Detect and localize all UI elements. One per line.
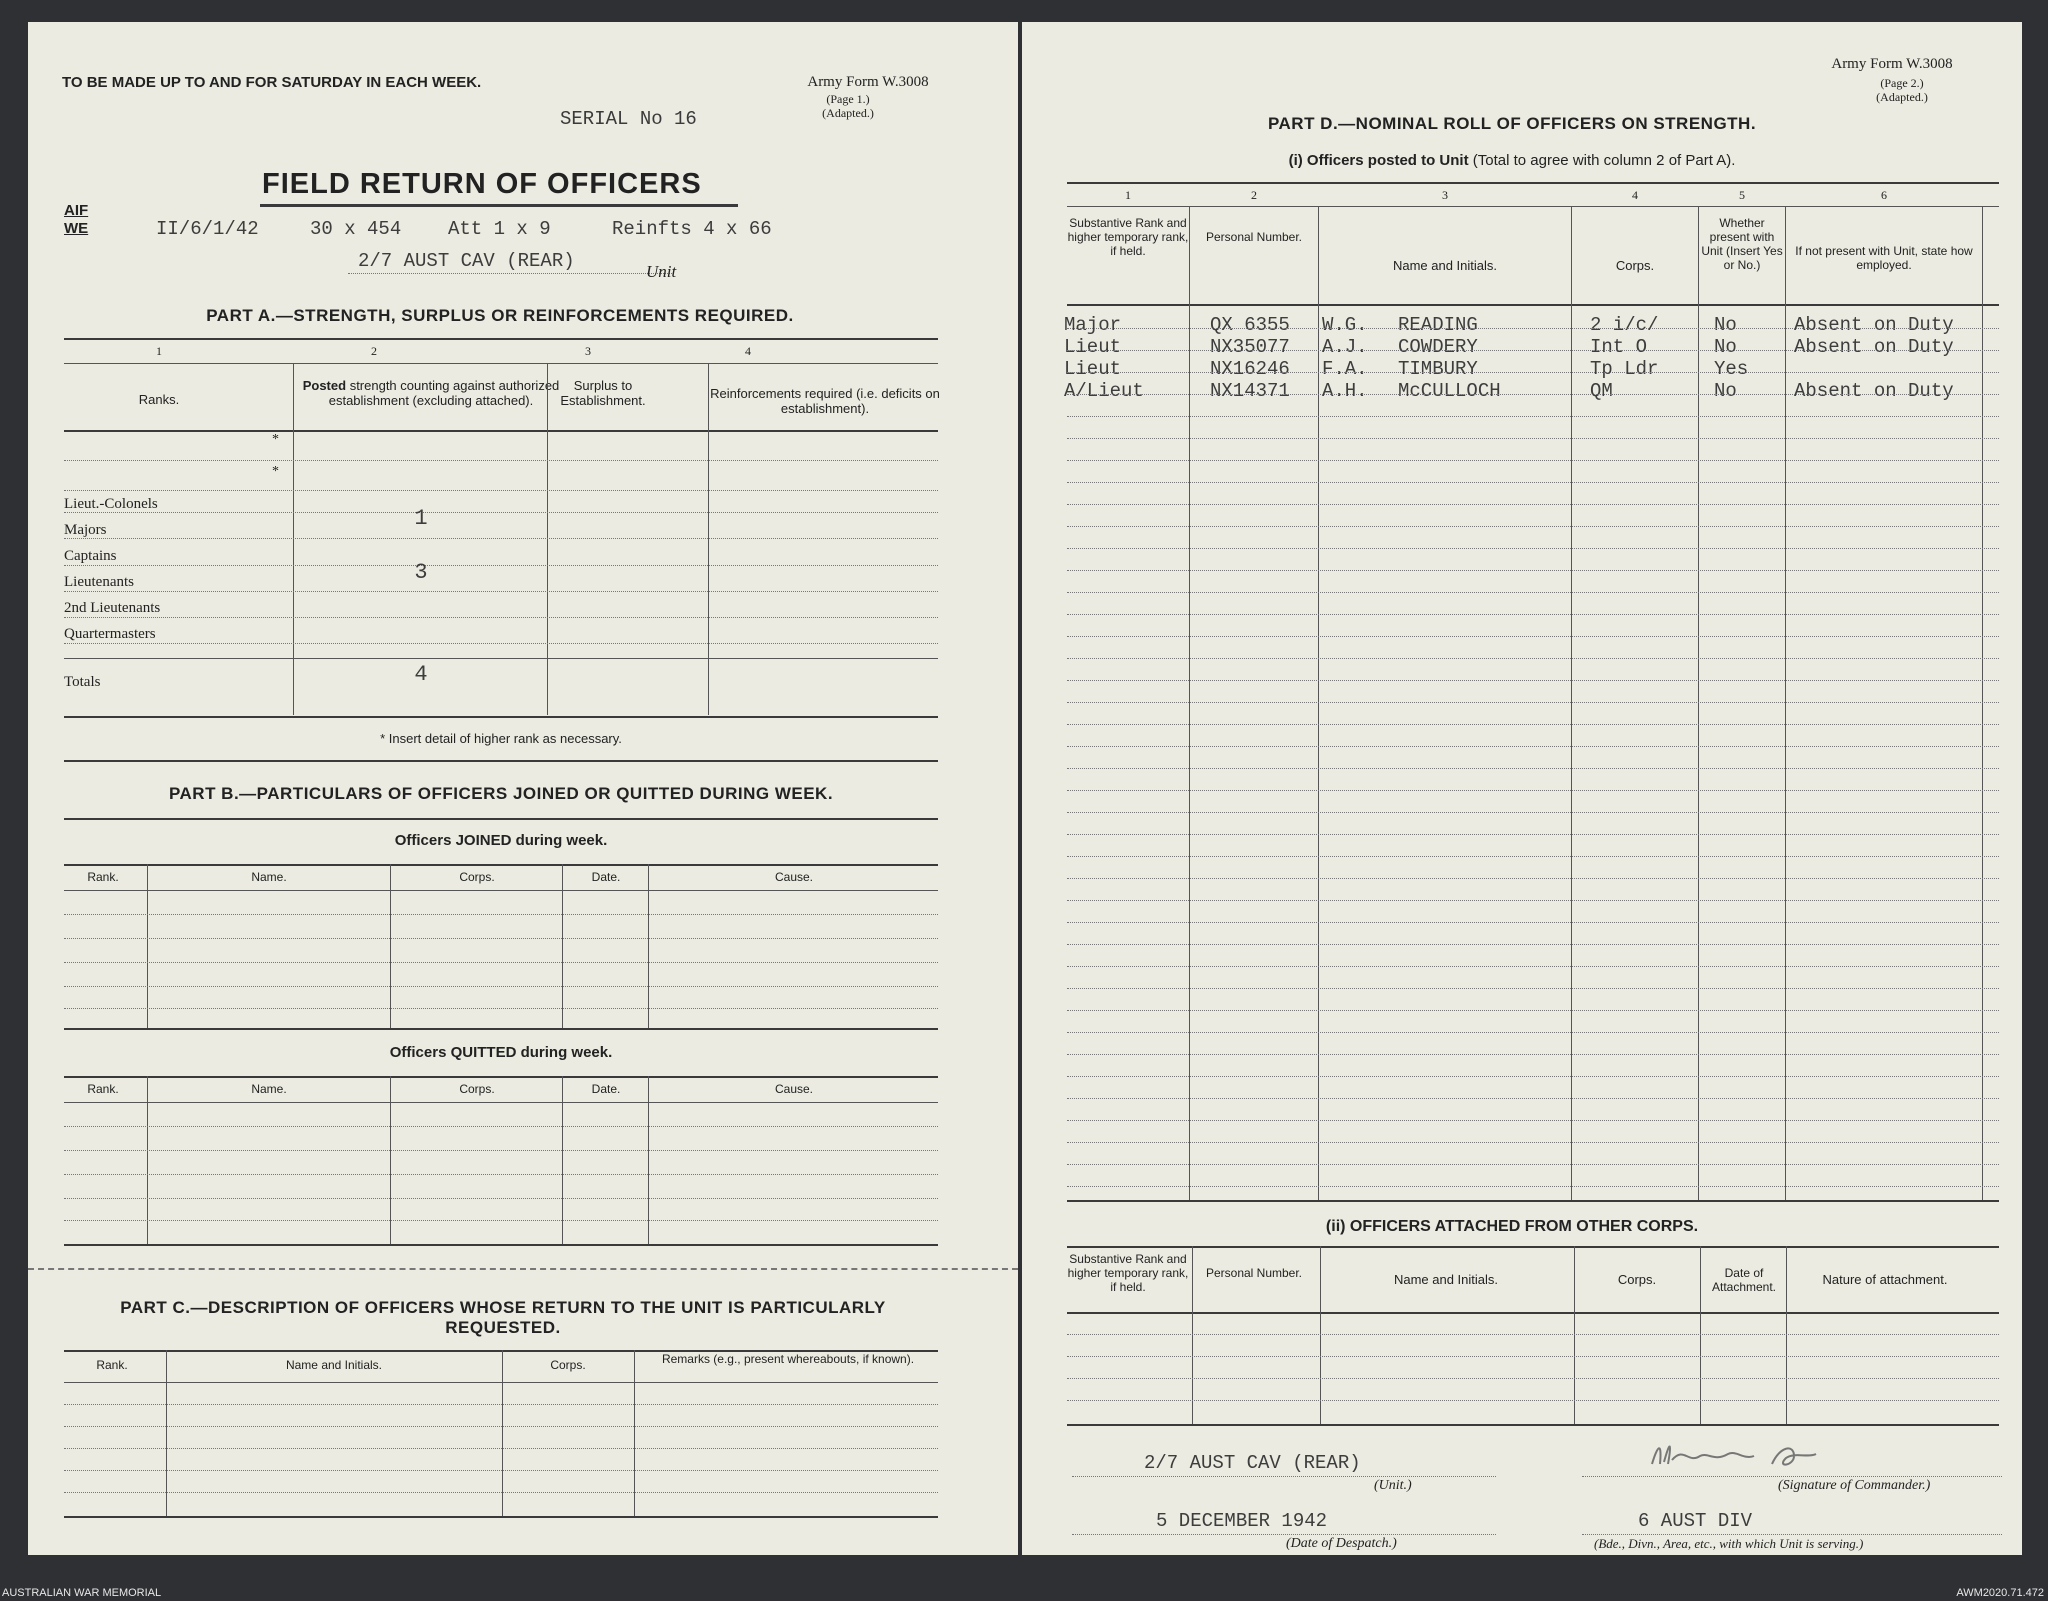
- part-d-header-name: Name and Initials.: [1392, 258, 1498, 273]
- roll-name: McCULLOCH: [1398, 380, 1501, 402]
- army-form-label: Army Form W.3008: [807, 74, 929, 90]
- part-d-dotted-row: [1067, 636, 1999, 637]
- roll-name: COWDERY: [1398, 336, 1478, 358]
- part-d-dotted-row: [1067, 372, 1999, 373]
- part-c-dot-5: [64, 1492, 938, 1493]
- part-d-ii-dot-3: [1067, 1378, 1999, 1379]
- part-d-dotted-row: [1067, 548, 1999, 549]
- part-d-dotted-row: [1067, 1120, 1999, 1121]
- attached-strength: Att 1 x 9: [448, 218, 551, 240]
- roll-rank: A/Lieut: [1064, 380, 1144, 402]
- part-d-dotted-row: [1067, 1098, 1999, 1099]
- part-d-dotted-row: [1067, 856, 1999, 857]
- roll-present: Yes: [1714, 358, 1749, 380]
- posted-bold: Posted: [302, 378, 347, 393]
- joined-dot-3: [64, 962, 938, 963]
- roll-corps: Tp Ldr: [1590, 358, 1659, 380]
- part-a-header-reinforcements: Reinforcements required (i.e. deficits on establishment).: [710, 386, 940, 416]
- signoff-unit: 2/7 AUST CAV (REAR): [1144, 1452, 1361, 1474]
- signature-label: (Signature of Commander.): [1778, 1478, 1931, 1493]
- part-a-v3: [708, 363, 709, 715]
- part-d-dotted-row: [1067, 460, 1999, 461]
- joined-dot-1: [64, 914, 938, 915]
- part-d-dotted-row: [1067, 900, 1999, 901]
- part-a-bottom-rule: [64, 716, 938, 718]
- part-d-dotted-row: [1067, 1010, 1999, 1011]
- signoff-date-line: [1072, 1534, 1496, 1535]
- we-code: II/6/1/42: [156, 218, 259, 240]
- part-a-num-rule: [64, 363, 938, 364]
- part-d-header-corps: Corps.: [1615, 258, 1655, 273]
- signoff-division-line: [1582, 1534, 2002, 1535]
- part-d-dotted-row: [1067, 702, 1999, 703]
- part-c-dot-3: [64, 1448, 938, 1449]
- part-d-dotted-row: [1067, 1032, 1999, 1033]
- page-number: (Page 1.): [826, 92, 870, 106]
- part-d-ii-v1: [1192, 1246, 1193, 1424]
- part-a-col-num-2: 2: [371, 344, 377, 358]
- part-a-dot-4: [64, 538, 938, 539]
- part-a-header-surplus: Surplus to Establishment.: [560, 378, 646, 408]
- part-b-title-rule: [64, 818, 938, 820]
- part-c-col-name: Name and Initials.: [285, 1358, 383, 1372]
- part-d-col-num-2: 2: [1251, 188, 1257, 202]
- quitted-bottom-rule: [64, 1244, 938, 1246]
- part-d-dotted-row: [1067, 1142, 1999, 1143]
- joined-v1: [147, 864, 148, 1028]
- part-c-bottom-rule: [64, 1516, 938, 1518]
- quitted-dot-3: [64, 1174, 938, 1175]
- joined-bottom-rule: [64, 1028, 938, 1030]
- reinforcements-strength: Reinfts 4 x 66: [612, 218, 772, 240]
- quitted-v2: [390, 1076, 391, 1244]
- part-d-header-number: Personal Number.: [1205, 230, 1303, 244]
- joined-dot-4: [64, 986, 938, 987]
- quitted-col-name: Name.: [251, 1082, 287, 1096]
- page-number-right: (Page 2.): [1880, 76, 1924, 90]
- part-c-title-line2: REQUESTED.: [445, 1318, 561, 1337]
- part-a-totals-rule: [64, 658, 938, 659]
- joined-top-rule: [64, 864, 938, 866]
- part-d-dotted-row: [1067, 768, 1999, 769]
- aif-stamp: AIF: [64, 202, 89, 219]
- part-d-dotted-row: [1067, 416, 1999, 417]
- signoff-date-label: (Date of Despatch.): [1286, 1536, 1397, 1551]
- part-a-dot-8: [64, 643, 938, 644]
- unit-label: Unit: [646, 262, 677, 281]
- quitted-title: Officers QUITTED during week.: [389, 1044, 613, 1061]
- part-d-ii-v2: [1320, 1246, 1321, 1424]
- joined-header-rule: [64, 890, 938, 891]
- tear-line: [28, 1268, 1018, 1270]
- part-d-dotted-row: [1067, 328, 1999, 329]
- commander-signature: [1644, 1434, 1834, 1480]
- posted-rest: strength counting against authorized establishment (excluding attached).: [328, 378, 560, 408]
- roll-corps: QM: [1590, 380, 1613, 402]
- rank-majors: Majors: [64, 522, 107, 538]
- part-d-v4: [1698, 206, 1699, 1200]
- left-page: [28, 22, 1018, 1555]
- part-d-v3: [1571, 206, 1572, 1200]
- part-d-col-num-1: 1: [1125, 188, 1131, 202]
- part-d-dotted-row: [1067, 834, 1999, 835]
- part-d-col-num-5: 5: [1739, 188, 1745, 202]
- part-d-dotted-row: [1067, 944, 1999, 945]
- roll-number: NX35077: [1210, 336, 1290, 358]
- signoff-unit-label: (Unit.): [1374, 1478, 1412, 1493]
- roll-number: QX 6355: [1210, 314, 1290, 336]
- part-d-num-rule: [1067, 206, 1999, 207]
- part-a-col-num-3: 3: [585, 344, 591, 358]
- joined-v4: [648, 864, 649, 1028]
- roll-employed: Absent on Duty: [1794, 380, 1954, 402]
- quitted-v3: [562, 1076, 563, 1244]
- part-d-dotted-row: [1067, 878, 1999, 879]
- part-d-ii-dot-1: [1067, 1334, 1999, 1335]
- part-a-header-rule: [64, 430, 938, 432]
- part-d-sub-i-rest: (Total to agree with column 2 of Part A).: [1472, 152, 1736, 169]
- signoff-division: 6 AUST DIV: [1638, 1510, 1753, 1532]
- roll-name: READING: [1398, 314, 1478, 336]
- part-b-top-rule: [64, 760, 938, 762]
- signature-line: [1582, 1476, 2002, 1477]
- part-d-dotted-row: [1067, 394, 1999, 395]
- joined-v3: [562, 864, 563, 1028]
- form-title: FIELD RETURN OF OFFICERS: [262, 168, 702, 200]
- quitted-col-rank: Rank.: [87, 1082, 119, 1096]
- part-a-footnote: * Insert detail of higher rank as necessary.: [380, 731, 622, 746]
- quitted-dot-1: [64, 1126, 938, 1127]
- part-d-dotted-row: [1067, 570, 1999, 571]
- part-a-col-num-1: 1: [156, 344, 162, 358]
- part-a-dot-7: [64, 617, 938, 618]
- adapted-label: (Adapted.): [822, 106, 874, 120]
- part-a-header-ranks: Ranks.: [138, 392, 180, 407]
- part-d-header-present: Whether present with Unit (Insert Yes or No.): [1701, 216, 1783, 272]
- part-d-dotted-row: [1067, 482, 1999, 483]
- roll-present: No: [1714, 336, 1737, 358]
- part-d-dotted-row: [1067, 966, 1999, 967]
- part-a-col-num-4: 4: [745, 344, 751, 358]
- asterisk-2: *: [272, 464, 279, 479]
- roll-initials: W.G.: [1322, 314, 1368, 336]
- part-d-dotted-row: [1067, 812, 1999, 813]
- part-d-v5: [1785, 206, 1786, 1200]
- quitted-top-rule: [64, 1076, 938, 1078]
- part-d-col-num-4: 4: [1632, 188, 1638, 202]
- quitted-dot-2: [64, 1150, 938, 1151]
- unit-line: [348, 273, 674, 274]
- part-d-dotted-row: [1067, 350, 1999, 351]
- rank-quartermasters: Quartermasters: [64, 626, 156, 642]
- part-d-col-num-3: 3: [1442, 188, 1448, 202]
- part-d-dotted-row: [1067, 504, 1999, 505]
- part-d-ii-header-rank: Substantive Rank and higher temporary rank, if held.: [1067, 1252, 1189, 1294]
- part-c-title-line1: PART C.—DESCRIPTION OF OFFICERS WHOSE RETURN TO THE UNIT IS PARTICULARLY: [120, 1298, 886, 1317]
- part-d-dotted-row: [1067, 658, 1999, 659]
- joined-col-date: Date.: [591, 870, 621, 884]
- part-d-ii-header-date: Date of Attachment.: [1711, 1266, 1777, 1294]
- rank-lieut-colonels: Lieut.-Colonels: [64, 496, 158, 512]
- part-d-v1: [1189, 206, 1190, 1200]
- rank-2nd-lieutenants: 2nd Lieutenants: [64, 600, 161, 616]
- joined-dot-5: [64, 1008, 938, 1009]
- signoff-division-label: (Bde., Divn., Area, etc., with which Unit is serving.): [1594, 1536, 1864, 1551]
- quitted-header-rule: [64, 1102, 938, 1103]
- signoff-date: 5 DECEMBER 1942: [1156, 1510, 1328, 1532]
- part-d-dotted-row: [1067, 526, 1999, 527]
- part-c-col-remarks: Remarks (e.g., present whereabouts, if known).: [661, 1352, 915, 1366]
- joined-col-cause: Cause.: [774, 870, 814, 884]
- quitted-v4: [648, 1076, 649, 1244]
- part-d-ii-dot-2: [1067, 1356, 1999, 1357]
- part-d-dotted-row: [1067, 1186, 1999, 1187]
- part-c-dot-1: [64, 1404, 938, 1405]
- part-d-sub-ii: (ii) OFFICERS ATTACHED FROM OTHER CORPS.: [1325, 1218, 1699, 1235]
- quitted-dot-5: [64, 1220, 938, 1221]
- totals-posted: 4: [414, 662, 428, 687]
- part-d-ii-header-rule: [1067, 1312, 1999, 1314]
- totals-label: Totals: [64, 674, 101, 690]
- part-d-dotted-row: [1067, 790, 1999, 791]
- part-d-ii-dot-4: [1067, 1400, 1999, 1401]
- signoff-unit-line: [1072, 1476, 1496, 1477]
- roll-rank: Major: [1064, 314, 1122, 336]
- part-d-ii-header-nature: Nature of attachment.: [1822, 1272, 1948, 1287]
- army-form-label-right: Army Form W.3008: [1831, 56, 1953, 72]
- adapted-label-right: (Adapted.): [1876, 90, 1928, 104]
- part-a-top-rule: [64, 338, 938, 340]
- part-d-dotted-row: [1067, 988, 1999, 989]
- roll-initials: F.A.: [1322, 358, 1368, 380]
- quitted-dot-4: [64, 1198, 938, 1199]
- part-d-dotted-row: [1067, 746, 1999, 747]
- part-d-ii-top-rule: [1067, 1246, 1999, 1248]
- part-c-dot-4: [64, 1470, 938, 1471]
- footer-accession: AWM2020.71.472: [1956, 1587, 2044, 1599]
- part-a-title: PART A.—STRENGTH, SURPLUS OR REINFORCEMENTS REQUIRED.: [206, 306, 794, 325]
- footer-archive: AUSTRALIAN WAR MEMORIAL: [2, 1587, 162, 1599]
- part-d-i-bottom-rule: [1067, 1200, 1999, 1202]
- establishment-strength: 30 x 454: [310, 218, 402, 240]
- part-d-dotted-row: [1067, 724, 1999, 725]
- part-a-header-posted: [296, 378, 566, 408]
- rank-lieutenants: Lieutenants: [64, 574, 134, 590]
- part-d-dotted-row: [1067, 1164, 1999, 1165]
- part-d-title: PART D.—NOMINAL ROLL OF OFFICERS ON STRENGTH.: [1267, 114, 1757, 133]
- quitted-col-corps: Corps.: [459, 1082, 495, 1096]
- part-d-dotted-row: [1067, 1076, 1999, 1077]
- part-d-v2: [1318, 206, 1319, 1200]
- part-d-ii-bottom-rule: [1067, 1424, 1999, 1426]
- joined-col-name: Name.: [251, 870, 287, 884]
- part-d-col-num-6: 6: [1881, 188, 1887, 202]
- joined-col-rank: Rank.: [87, 870, 119, 884]
- part-a-dot-6: [64, 591, 938, 592]
- roll-employed: Absent on Duty: [1794, 336, 1954, 358]
- joined-v2: [390, 864, 391, 1028]
- part-d-dotted-row: [1067, 922, 1999, 923]
- roll-rank: Lieut: [1064, 358, 1122, 380]
- part-d-ii-header-number: Personal Number.: [1205, 1266, 1303, 1280]
- part-d-dotted-row: [1067, 614, 1999, 615]
- roll-corps: 2 i/c/: [1590, 314, 1659, 336]
- right-page: [1022, 22, 2022, 1555]
- part-c-col-corps: Corps.: [550, 1358, 586, 1372]
- make-up-note: TO BE MADE UP TO AND FOR SATURDAY IN EACH WEEK.: [62, 74, 482, 91]
- majors-posted: 1: [414, 506, 428, 531]
- part-d-ii-v3: [1574, 1246, 1575, 1424]
- lieutenants-posted: 3: [414, 560, 428, 585]
- part-d-ii-header-corps: Corps.: [1617, 1272, 1657, 1287]
- roll-present: No: [1714, 380, 1737, 402]
- title-underline: [260, 204, 738, 207]
- quitted-v1: [147, 1076, 148, 1244]
- serial-number: SERIAL No 16: [560, 108, 697, 130]
- unit-name: 2/7 AUST CAV (REAR): [358, 250, 575, 272]
- roll-number: NX16246: [1210, 358, 1290, 380]
- part-d-sub-i: [1062, 152, 1962, 169]
- joined-dot-2: [64, 938, 938, 939]
- roll-employed: Absent on Duty: [1794, 314, 1954, 336]
- part-d-header-employed: If not present with Unit, state how employed.: [1795, 244, 1973, 272]
- part-d-header-rank: Substantive Rank and higher temporary rank, if held.: [1067, 216, 1189, 258]
- joined-title: Officers JOINED during week.: [394, 832, 608, 849]
- part-d-ii-v4: [1700, 1246, 1701, 1424]
- part-d-dotted-row: [1067, 438, 1999, 439]
- part-d-top-rule: [1067, 182, 1999, 184]
- part-d-dotted-row: [1067, 680, 1999, 681]
- part-d-header-rule: [1067, 304, 1999, 306]
- roll-rank: Lieut: [1064, 336, 1122, 358]
- roll-initials: A.J.: [1322, 336, 1368, 358]
- part-c-header-rule: [64, 1382, 938, 1383]
- quitted-col-date: Date.: [591, 1082, 621, 1096]
- part-b-title: PART B.—PARTICULARS OF OFFICERS JOINED OR QUITTED DURING WEEK.: [168, 784, 834, 803]
- we-stamp: WE: [64, 220, 89, 237]
- roll-initials: A.H.: [1322, 380, 1368, 402]
- asterisk-1: *: [272, 432, 279, 447]
- part-d-dotted-row: [1067, 1054, 1999, 1055]
- quitted-col-cause: Cause.: [774, 1082, 814, 1096]
- part-d-ii-header-name: Name and Initials.: [1393, 1272, 1499, 1287]
- part-c-col-rank: Rank.: [96, 1358, 128, 1372]
- roll-number: NX14371: [1210, 380, 1290, 402]
- part-a-dot-2: [64, 490, 938, 491]
- part-d-v6: [1982, 206, 1983, 1200]
- rank-captains: Captains: [64, 548, 117, 564]
- part-a-dot-1: [64, 460, 938, 461]
- joined-col-corps: Corps.: [459, 870, 495, 884]
- part-d-ii-v5: [1786, 1246, 1787, 1424]
- part-d-sub-i-bold: (i) Officers posted to Unit: [1288, 152, 1469, 169]
- part-d-dotted-row: [1067, 592, 1999, 593]
- roll-present: No: [1714, 314, 1737, 336]
- roll-corps: Int O: [1590, 336, 1648, 358]
- roll-name: TIMBURY: [1398, 358, 1478, 380]
- part-c-dot-2: [64, 1426, 938, 1427]
